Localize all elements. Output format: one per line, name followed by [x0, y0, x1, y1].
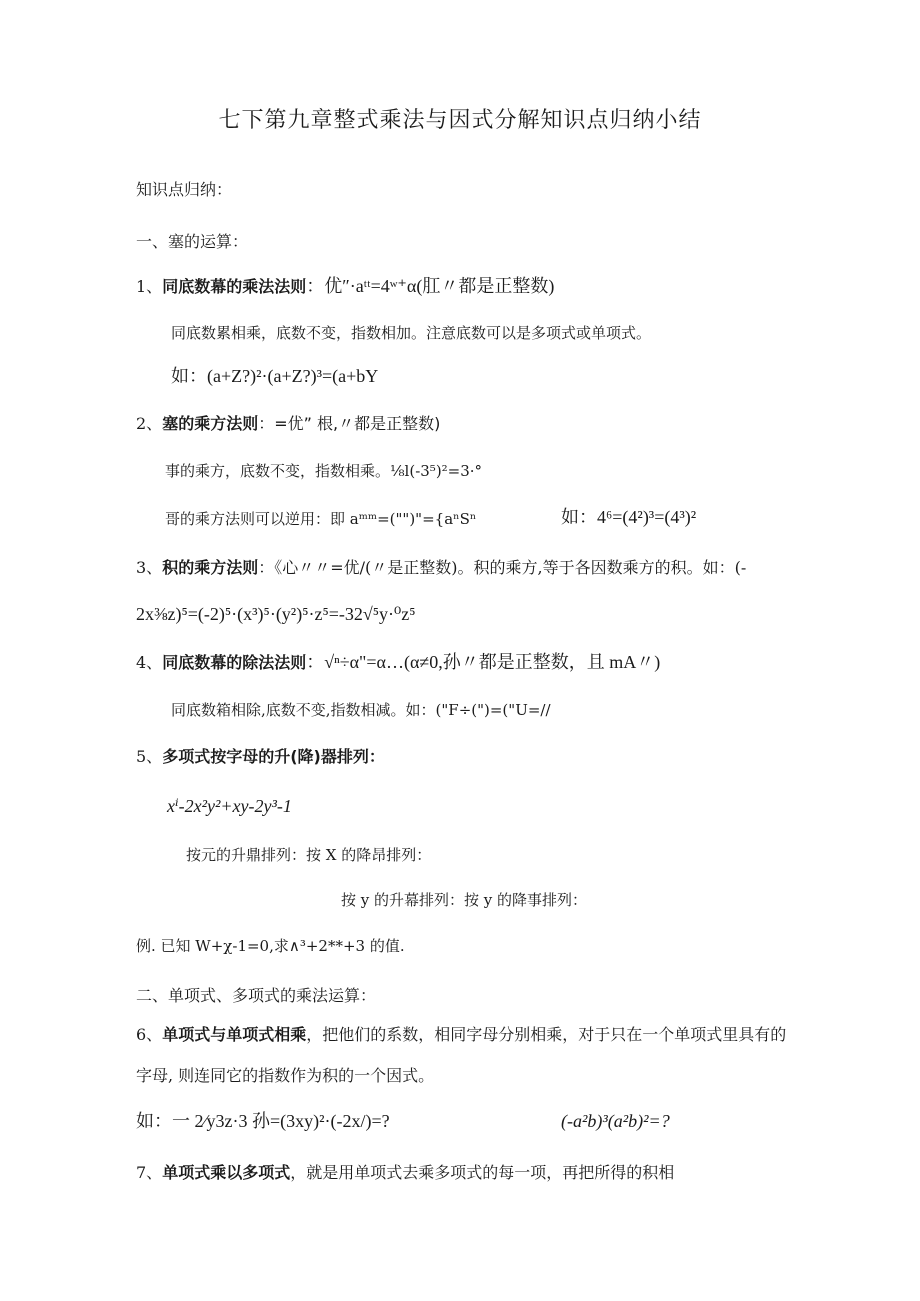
item4-note: 同底数箱相除,底数不变,指数相减。如：("F÷(")=("U=// — [171, 701, 551, 719]
item7-label: 单项式乘以多项式 — [162, 1163, 291, 1182]
section-intro: 知识点归纳： — [136, 180, 233, 199]
item3-num: 3、 — [136, 558, 163, 577]
item5-rule — [136, 746, 385, 768]
item1-example: 如：(a+Z?)²·(a+Z?)³=(a+bY — [171, 366, 379, 386]
item1-label: 同底数幕的乘法法则 — [162, 277, 307, 296]
item2-reverse-example: 如：4⁶=(4²)³=(4³)² — [561, 507, 697, 527]
item5-line-b: 按 y 的升幕排列：按 y 的降事排列： — [341, 891, 588, 909]
item7-text: ，就是用单项式去乘多项式的每一项，再把所得的积相 — [290, 1163, 675, 1182]
item3-label: 积的乘方法则 — [162, 558, 259, 577]
item1-rule — [136, 275, 554, 298]
item7-rule — [136, 1162, 674, 1184]
item6-text-cont: 字母, 则连同它的指数作为积的一个因式。 — [136, 1066, 435, 1085]
item1-formula: ：优″·aᵗᵗ=4ʷ⁺α(肛〃都是正整数) — [306, 276, 555, 296]
page-title: 七下第九章整式乘法与因式分解知识点归纳小结 — [218, 108, 702, 133]
item5-label: 多项式按字母的升(降)器排列： — [162, 747, 385, 766]
item4-formula: ：√ⁿ÷α"=α…(α≠0,孙〃都是正整数，且 mA〃) — [306, 652, 661, 672]
section2-heading: 二、单项式、多项式的乘法运算： — [136, 986, 377, 1005]
item5-line-a: 按元的升鼎排列：按 X 的降昂排列： — [186, 846, 432, 864]
item3-rule — [136, 557, 746, 579]
item6-label: 单项式与单项式相乘 — [162, 1025, 307, 1044]
example-line: 例. 已知 W+χ-1=0,求∧³+2**+3 的值. — [136, 937, 405, 955]
item2-num: 2、 — [136, 414, 163, 433]
item4-num: 4、 — [136, 653, 163, 672]
item6-rule — [136, 1024, 786, 1046]
section1-heading: 一、塞的运算： — [136, 232, 249, 251]
item2-formula: ：=优” 根,〃都是正整数) — [258, 414, 441, 433]
item6-num: 6、 — [136, 1025, 163, 1044]
item7-num: 7、 — [136, 1163, 163, 1182]
item6-text: ，把他们的系数，相同字母分别相乘，对于只在一个单项式里具有的 — [306, 1025, 787, 1044]
item1-note: 同底数累相乘，底数不变，指数相加。注意底数可以是多项式或单项式。 — [171, 324, 652, 342]
item2-label: 塞的乘方法则 — [162, 414, 259, 433]
item2-note: 事的乘方，底数不变，指数相乘。⅛l(-3⁵)²=3·° — [165, 462, 483, 480]
item5-polynomial: xⁱ-2x²y²+xy-2y³-1 — [167, 796, 292, 816]
item3-formula-cont: 2x⅜z)⁵=(-2)⁵·(x³)⁵·(y²)⁵·z⁵=-32√⁵y·⁰z⁵ — [136, 604, 416, 624]
item4-rule — [136, 651, 660, 674]
item1-num: 1、 — [136, 277, 163, 296]
item4-label: 同底数幕的除法法则 — [162, 653, 307, 672]
item6-example-a: 如：一 2⁄y3z·3 孙=(3xy)²·(-2x/)=? — [136, 1111, 390, 1131]
item2-rule — [136, 413, 440, 435]
item2-reverse: 哥的乘方法则可以逆用：即 aᵐᵐ=("")"={aⁿSⁿ — [165, 510, 477, 528]
item6-example-b: (-a²b)³(a²b)²=? — [561, 1111, 670, 1131]
item3-formula: ：《心〃〃=优/(〃是正整数)。积的乘方,等于各因数乘方的积。如：(- — [258, 558, 747, 577]
item5-num: 5、 — [136, 747, 163, 766]
